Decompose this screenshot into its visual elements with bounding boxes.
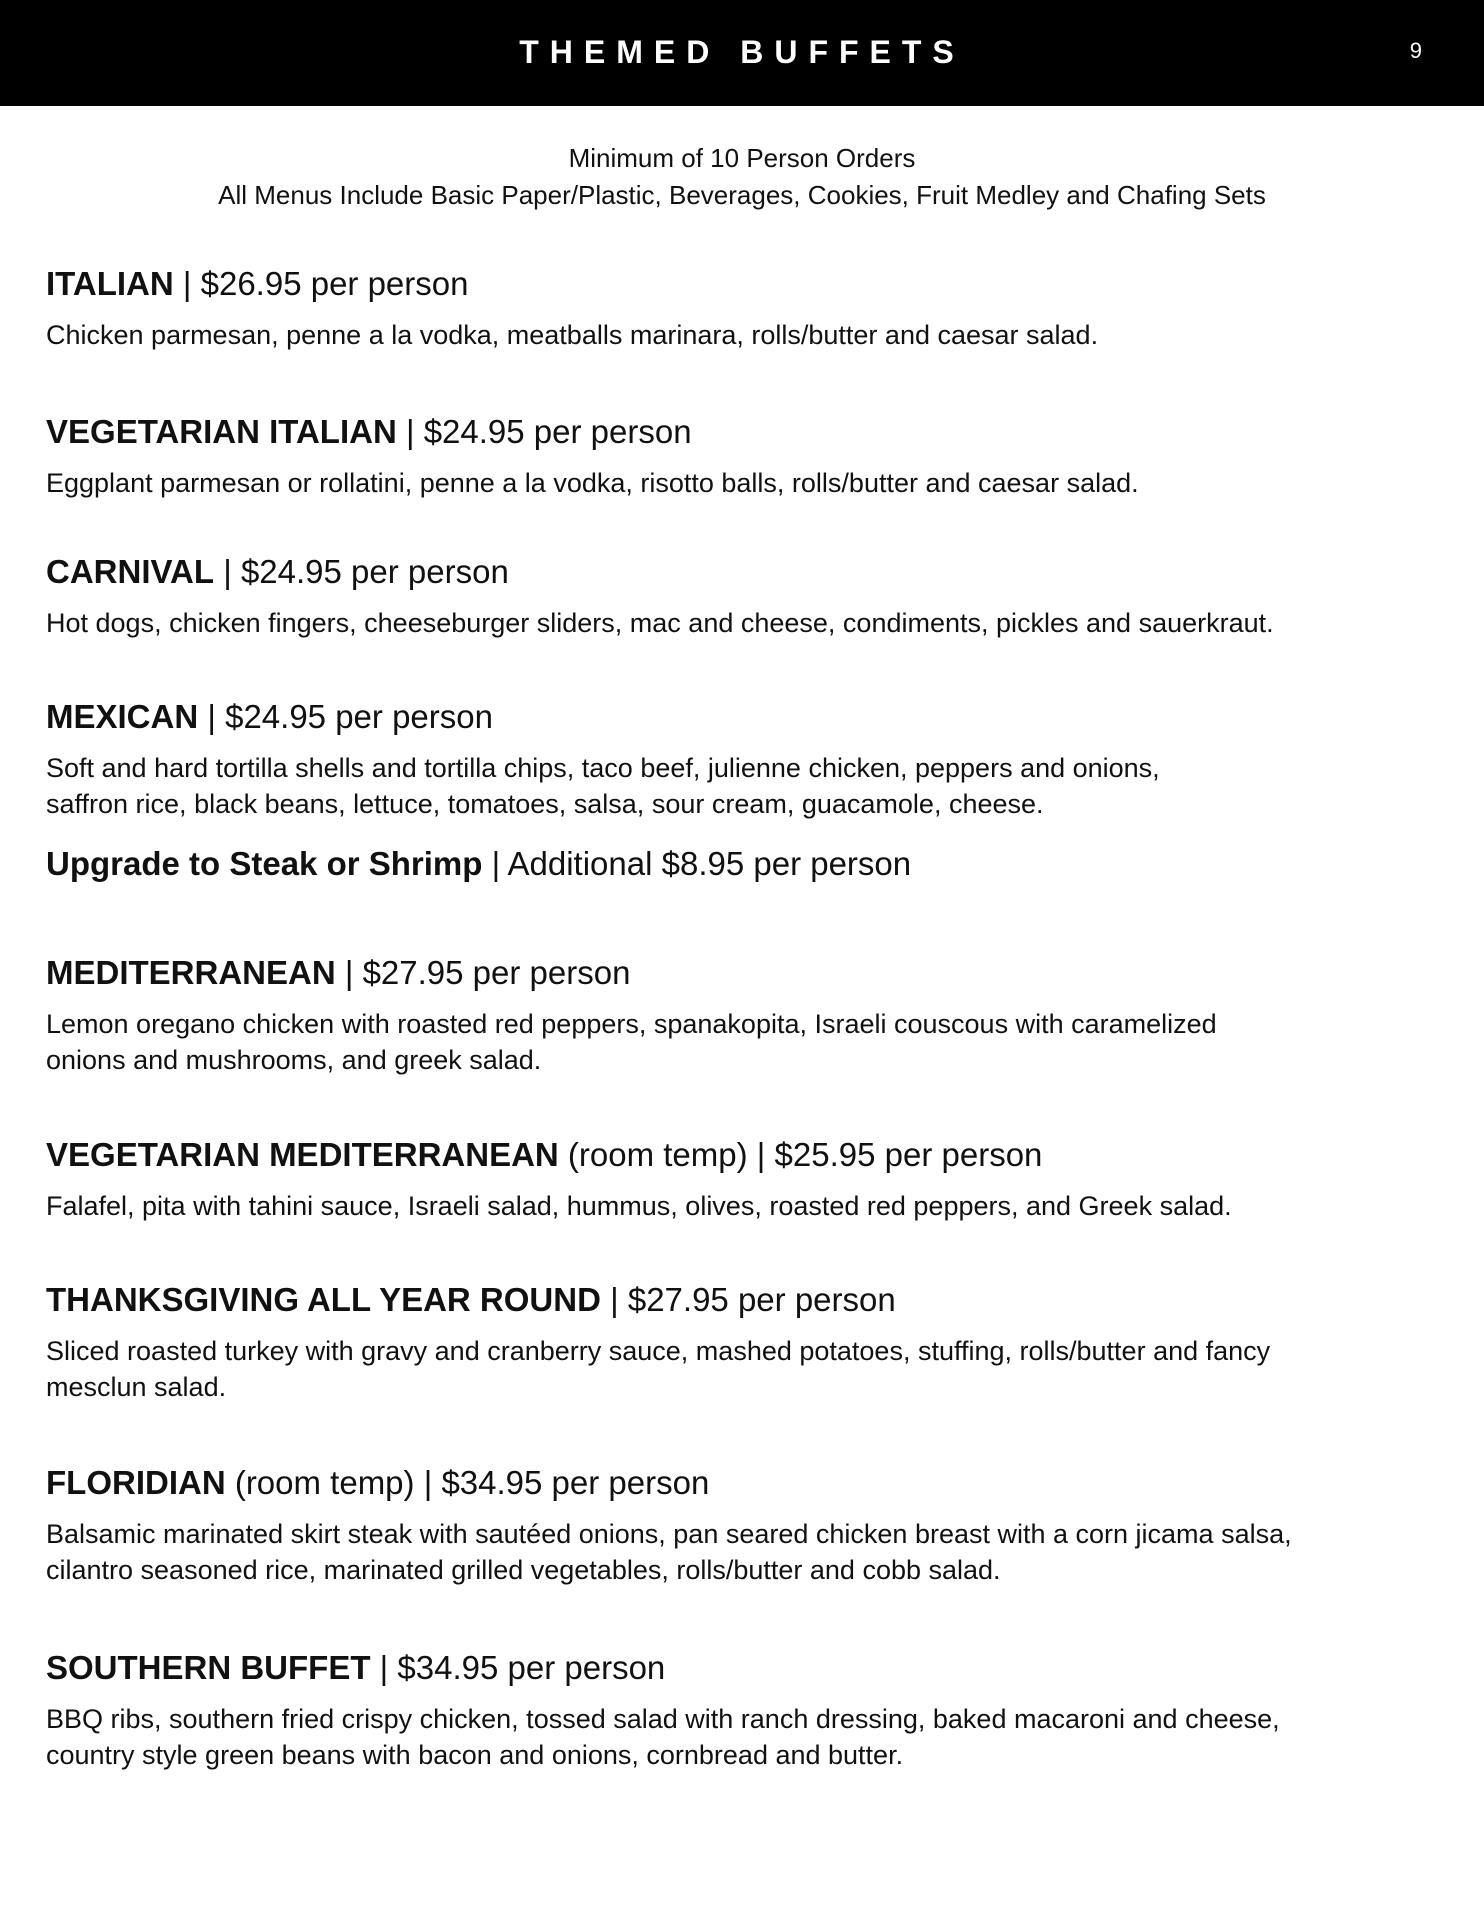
menu-price: | $27.95 per person	[600, 1281, 896, 1318]
menu-heading	[46, 262, 1446, 306]
menu-price: | $34.95 per person	[370, 1649, 666, 1686]
menu-price: | $25.95 per person	[747, 1136, 1043, 1173]
page-title: THEMED BUFFETS	[519, 34, 965, 70]
menu-description	[46, 465, 1446, 501]
menu-description	[46, 1516, 1446, 1588]
description-line: Eggplant parmesan or rollatini, penne a la vodka, risotto balls, rolls/butter and caesar salad.	[46, 468, 1139, 498]
menu-thanksgiving	[46, 1278, 1446, 1405]
description-line: Balsamic marinated skirt steak with sautéed onions, pan seared chicken breast with a corn jicama salsa,	[46, 1519, 1292, 1549]
menu-name: MEDITERRANEAN	[46, 954, 336, 991]
menu-name: CARNIVAL	[46, 553, 215, 590]
menu-heading	[46, 550, 1446, 594]
menu-name: FLORIDIAN	[46, 1464, 226, 1501]
menu-mexican	[46, 695, 1446, 822]
upgrade-option	[46, 842, 911, 886]
menu-name: VEGETARIAN ITALIAN	[46, 413, 397, 450]
menu-heading	[46, 410, 1446, 454]
header-bar	[0, 0, 1484, 106]
menu-heading	[46, 1646, 1446, 1690]
menu-name: MEXICAN	[46, 698, 199, 735]
menu-description	[46, 1333, 1446, 1405]
menu-note: (room temp)	[558, 1136, 748, 1173]
upgrade-name: Upgrade to Steak or Shrimp	[46, 845, 483, 882]
menu-name: THANKSGIVING ALL YEAR ROUND	[46, 1281, 601, 1318]
menu-heading	[46, 695, 1446, 739]
menu-description	[46, 317, 1446, 353]
menu-price: | $24.95 per person	[396, 413, 692, 450]
description-line: cilantro seasoned rice, marinated grilled vegetables, rolls/butter and cobb salad.	[46, 1555, 1001, 1585]
menu-description	[46, 1701, 1446, 1773]
description-line: Chicken parmesan, penne a la vodka, meatballs marinara, rolls/butter and caesar salad.	[46, 320, 1099, 350]
menu-carnival	[46, 550, 1446, 641]
menu-heading	[46, 951, 1446, 995]
menu-description	[46, 750, 1446, 822]
description-line: BBQ ribs, southern fried crispy chicken, tossed salad with ranch dressing, baked macaroni and cheese,	[46, 1704, 1280, 1734]
description-line: country style green beans with bacon and onions, cornbread and butter.	[46, 1740, 904, 1770]
menu-description	[46, 1006, 1446, 1078]
menu-price: | $34.95 per person	[414, 1464, 710, 1501]
menu-description	[46, 1188, 1446, 1224]
menu-floridian	[46, 1461, 1446, 1588]
menu-heading	[46, 1461, 1446, 1505]
menu-heading	[46, 1133, 1446, 1177]
included-items-note: All Menus Include Basic Paper/Plastic, Beverages, Cookies, Fruit Medley and Chafing Sets	[218, 180, 1266, 210]
menu-name: ITALIAN	[46, 265, 174, 302]
menu-southern-buffet	[46, 1646, 1446, 1773]
description-line: mesclun salad.	[46, 1372, 227, 1402]
minimum-order-note: Minimum of 10 Person Orders	[568, 143, 916, 173]
description-line: Sliced roasted turkey with gravy and cranberry sauce, mashed potatoes, stuffing, rolls/butter and fancy	[46, 1336, 1271, 1366]
page-number: 9	[1409, 38, 1422, 63]
intro	[0, 140, 1484, 214]
menu-name: SOUTHERN BUFFET	[46, 1649, 371, 1686]
menu-vegetarian-italian	[46, 410, 1446, 501]
menu-price: | $27.95 per person	[335, 954, 631, 991]
description-line: onions and mushrooms, and greek salad.	[46, 1045, 542, 1075]
menu-vegetarian-mediterranean	[46, 1133, 1446, 1224]
menu-price: | $26.95 per person	[173, 265, 469, 302]
description-line: Falafel, pita with tahini sauce, Israeli salad, hummus, olives, roasted red peppers, and Greek salad.	[46, 1191, 1232, 1221]
menu-note: (room temp)	[225, 1464, 415, 1501]
description-line: Hot dogs, chicken fingers, cheeseburger sliders, mac and cheese, condiments, pickles and sauerkraut.	[46, 608, 1274, 638]
description-line: Lemon oregano chicken with roasted red peppers, spanakopita, Israeli couscous with caramelized	[46, 1009, 1217, 1039]
upgrade-price: | Additional $8.95 per person	[482, 845, 912, 882]
menu-italian	[46, 262, 1446, 353]
menu-description	[46, 605, 1446, 641]
menu-mediterranean	[46, 951, 1446, 1078]
menu-price: | $24.95 per person	[198, 698, 493, 735]
menu-name: VEGETARIAN MEDITERRANEAN	[46, 1136, 559, 1173]
menu-heading	[46, 1278, 1446, 1322]
description-line: saffron rice, black beans, lettuce, tomatoes, salsa, sour cream, guacamole, cheese.	[46, 789, 1044, 819]
description-line: Soft and hard tortilla shells and tortilla chips, taco beef, julienne chicken, peppers and onions,	[46, 753, 1160, 783]
menu-price: | $24.95 per person	[214, 553, 509, 590]
